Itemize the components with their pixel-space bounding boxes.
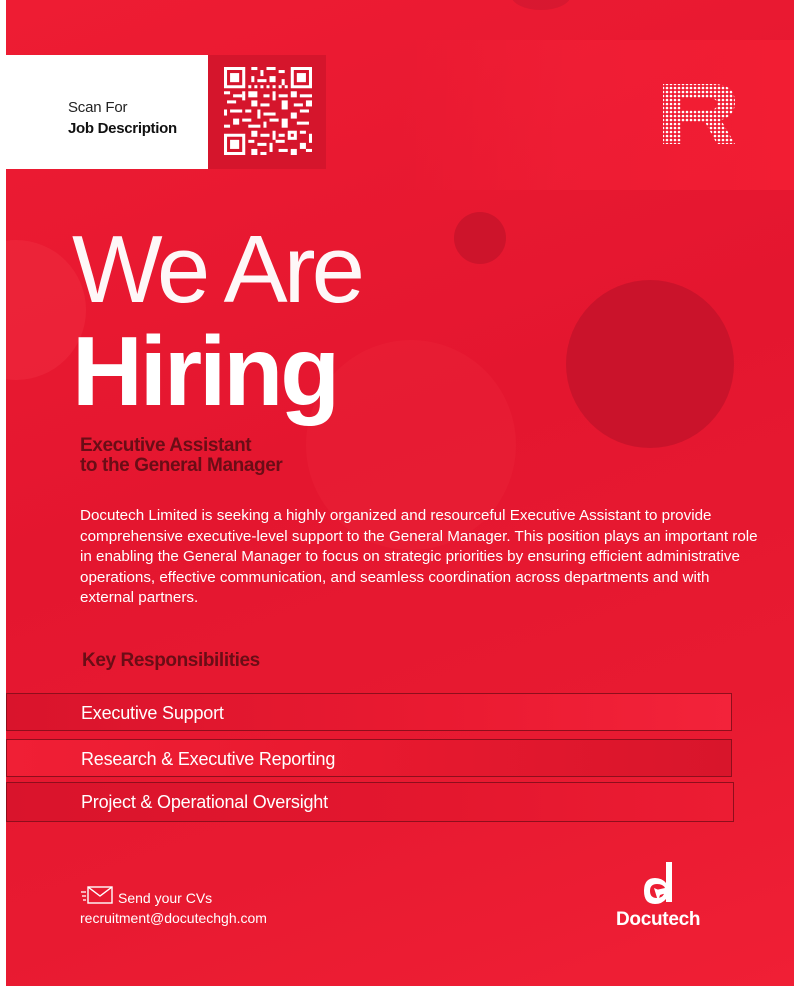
responsibility-item: [6, 739, 732, 777]
responsibility-item: [6, 693, 732, 731]
send-cv-label: Send your CVs: [118, 890, 213, 906]
job-title: [80, 436, 282, 476]
job-description-paragraph: Docutech Limited is seeking a highly organized and resourceful Executive Assistant to provide comprehensive executive-level support to the General Manager. This position plays an important role in enabling the General Manager to focus on strategic priorities by ensuring efficient administrative operations, effective communication, and seamless coordination across departments and with external partners.: [80, 507, 758, 606]
qr-code[interactable]: [208, 55, 326, 169]
hiring-poster: [6, 0, 794, 986]
dotted-brand-mark-icon: [661, 82, 737, 148]
responsibility-label: Executive Support: [81, 703, 224, 723]
scan-label-box: [6, 55, 208, 169]
envelope-icon: [80, 884, 114, 906]
headline-we-are: We Are: [72, 216, 362, 323]
responsibility-label: Project & Operational Oversight: [81, 792, 328, 812]
docutech-logo-text: Docutech: [616, 909, 701, 930]
decorative-circle: [566, 280, 734, 448]
job-description-text: Job Description: [68, 120, 177, 137]
scan-for-text: Scan For: [68, 99, 128, 116]
decorative-circle: [511, 0, 571, 10]
responsibility-item: [6, 782, 734, 822]
responsibility-label: Research & Executive Reporting: [81, 749, 336, 769]
qr-code-icon: [224, 67, 312, 155]
recruitment-email[interactable]: recruitment@docutechgh.com: [80, 910, 267, 926]
job-title-line1: Executive Assistant: [80, 435, 252, 456]
headline-hiring: Hiring: [72, 316, 338, 426]
docutech-logo-icon: [642, 862, 676, 906]
decorative-circle: [454, 212, 506, 264]
job-title-line2: to the General Manager: [80, 455, 283, 476]
key-responsibilities-heading: Key Responsibilities: [82, 650, 260, 671]
